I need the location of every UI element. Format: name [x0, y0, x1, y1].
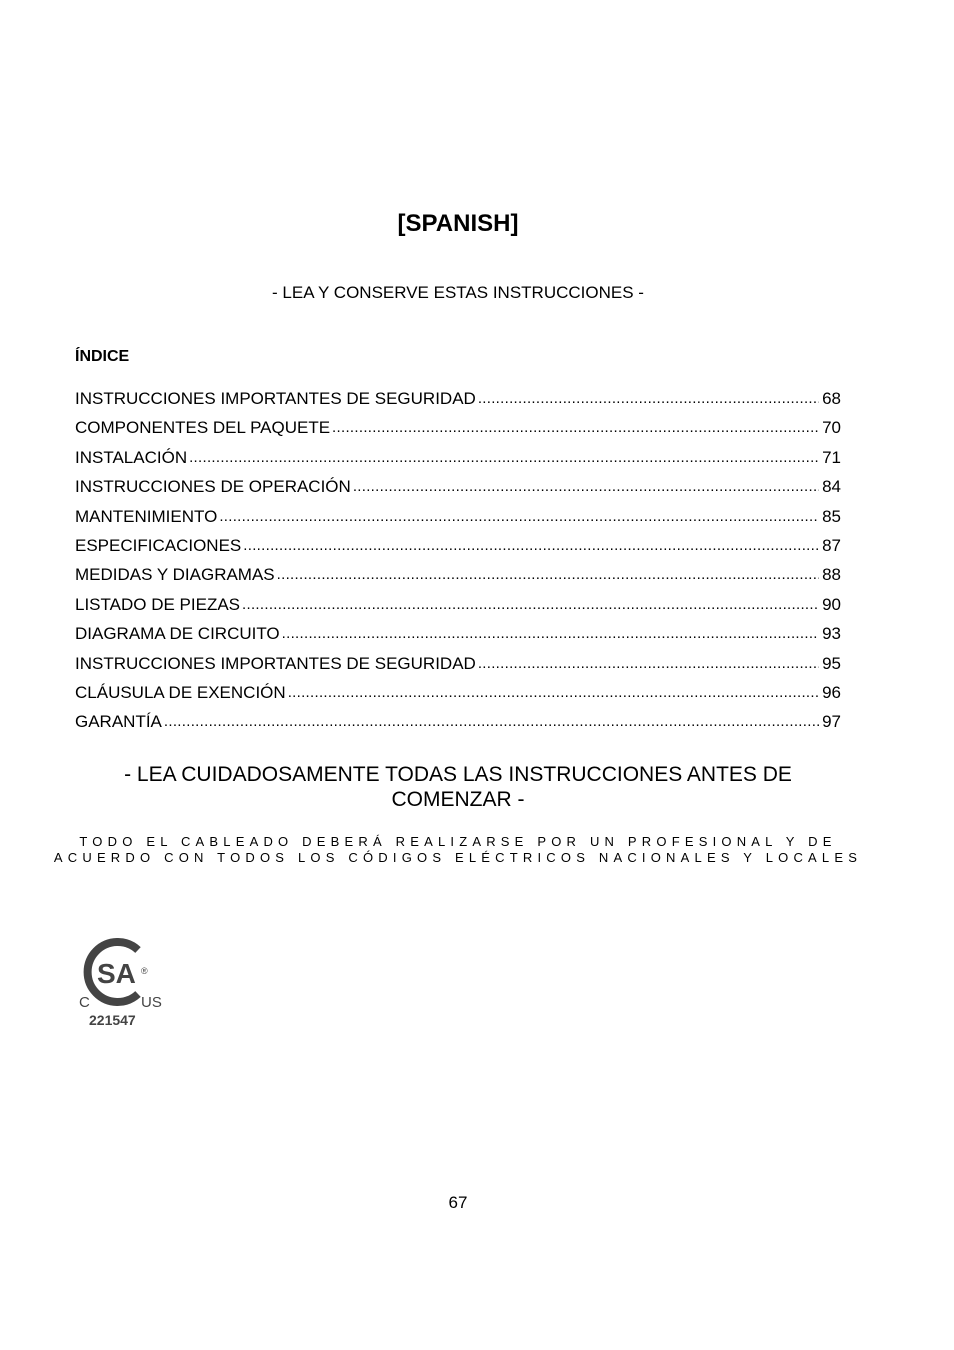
wiring-note-line: ACUERDO CON TODOS LOS CÓDIGOS ELÉCTRICOS NACIONALES Y LOCALES: [53, 850, 863, 865]
toc-entry-page: 95: [822, 653, 841, 673]
toc-entry-label: ESPECIFICACIONES: [75, 535, 242, 555]
page-number: 67: [448, 1193, 468, 1212]
toc-entry-page: 68: [822, 389, 841, 408]
table-of-contents: [75, 388, 841, 741]
toc-entry-label: INSTALACIÓN: [75, 447, 188, 467]
toc-leader-dots: [243, 534, 819, 557]
toc-leader-dots: [478, 652, 819, 675]
toc-entry-label: INSTRUCCIONES DE OPERACIÓN: [75, 477, 351, 497]
toc-entry-page: 70: [822, 418, 841, 438]
toc-entry: [75, 711, 841, 740]
toc-entry-label: MEDIDAS Y DIAGRAMAS: [75, 565, 275, 585]
toc-entry: [75, 535, 841, 564]
toc-entry-page: 93: [822, 624, 841, 644]
wiring-note-line: TODO EL CABLEADO DEBERÁ REALIZARSE POR UN PROFESIONAL Y DE: [79, 834, 837, 849]
toc-entry-label: LISTADO DE PIEZAS: [75, 594, 241, 614]
toc-entry: [75, 447, 841, 476]
toc-entry-page: 85: [822, 506, 841, 526]
toc-entry-page: 84: [822, 477, 841, 497]
csa-mark-icon: [88, 942, 138, 1002]
read-instructions-warning: [0, 762, 916, 812]
toc-entry: [75, 594, 841, 623]
toc-entry: [75, 506, 841, 535]
toc-entry: [75, 682, 841, 711]
toc-heading: ÍNDICE: [75, 348, 130, 365]
toc-entry-label: DIAGRAMA DE CIRCUITO: [75, 624, 280, 644]
subtitle: - LEA Y CONSERVE ESTAS INSTRUCCIONES -: [272, 283, 644, 302]
toc-leader-dots: [288, 681, 819, 704]
toc-entry: [75, 388, 841, 417]
toc-entry-label: INSTRUCCIONES IMPORTANTES DE SEGURIDAD: [75, 389, 476, 408]
toc-leader-dots: [242, 593, 819, 616]
toc-entry: [75, 564, 841, 593]
certification-number: 221547: [89, 1012, 136, 1028]
csa-c-letter: C: [79, 994, 90, 1011]
toc-leader-dots: [282, 622, 819, 645]
toc-entry: [75, 623, 841, 652]
toc-entry: [75, 653, 841, 682]
toc-leader-dots: [164, 710, 819, 733]
warning-line: - LEA CUIDADOSAMENTE TODAS LAS INSTRUCCIONES ANTES DE: [124, 763, 792, 786]
toc-entry-page: 90: [822, 594, 841, 614]
toc-entry-page: 87: [822, 535, 841, 555]
toc-entry-label: COMPONENTES DEL PAQUETE: [75, 418, 331, 438]
toc-entry-label: CLÁUSULA DE EXENCIÓN: [75, 682, 286, 702]
toc-entry-label: INSTRUCCIONES IMPORTANTES DE SEGURIDAD: [75, 653, 476, 673]
toc-entry-label: GARANTÍA: [75, 712, 162, 732]
toc-entry: [75, 417, 841, 446]
toc-leader-dots: [353, 475, 819, 498]
wiring-note: [0, 834, 916, 866]
toc-entry-page: 71: [822, 447, 841, 467]
page-title: [SPANISH]: [397, 210, 519, 237]
toc-entry-page: 97: [822, 712, 841, 732]
toc-leader-dots: [478, 387, 819, 410]
registered-mark: ®: [141, 966, 148, 976]
warning-line: COMENZAR -: [391, 788, 525, 811]
csa-us-letters: US: [141, 994, 162, 1011]
csa-mark-letters: SA: [97, 958, 136, 989]
toc-leader-dots: [219, 505, 819, 528]
toc-leader-dots: [332, 416, 819, 439]
toc-entry: [75, 476, 841, 505]
toc-entry-page: 88: [822, 565, 841, 585]
toc-leader-dots: [189, 446, 819, 469]
toc-entry-page: 96: [822, 682, 841, 702]
csa-certification-logo: [78, 938, 168, 1030]
toc-entry-label: MANTENIMIENTO: [75, 506, 218, 526]
toc-leader-dots: [277, 563, 819, 586]
